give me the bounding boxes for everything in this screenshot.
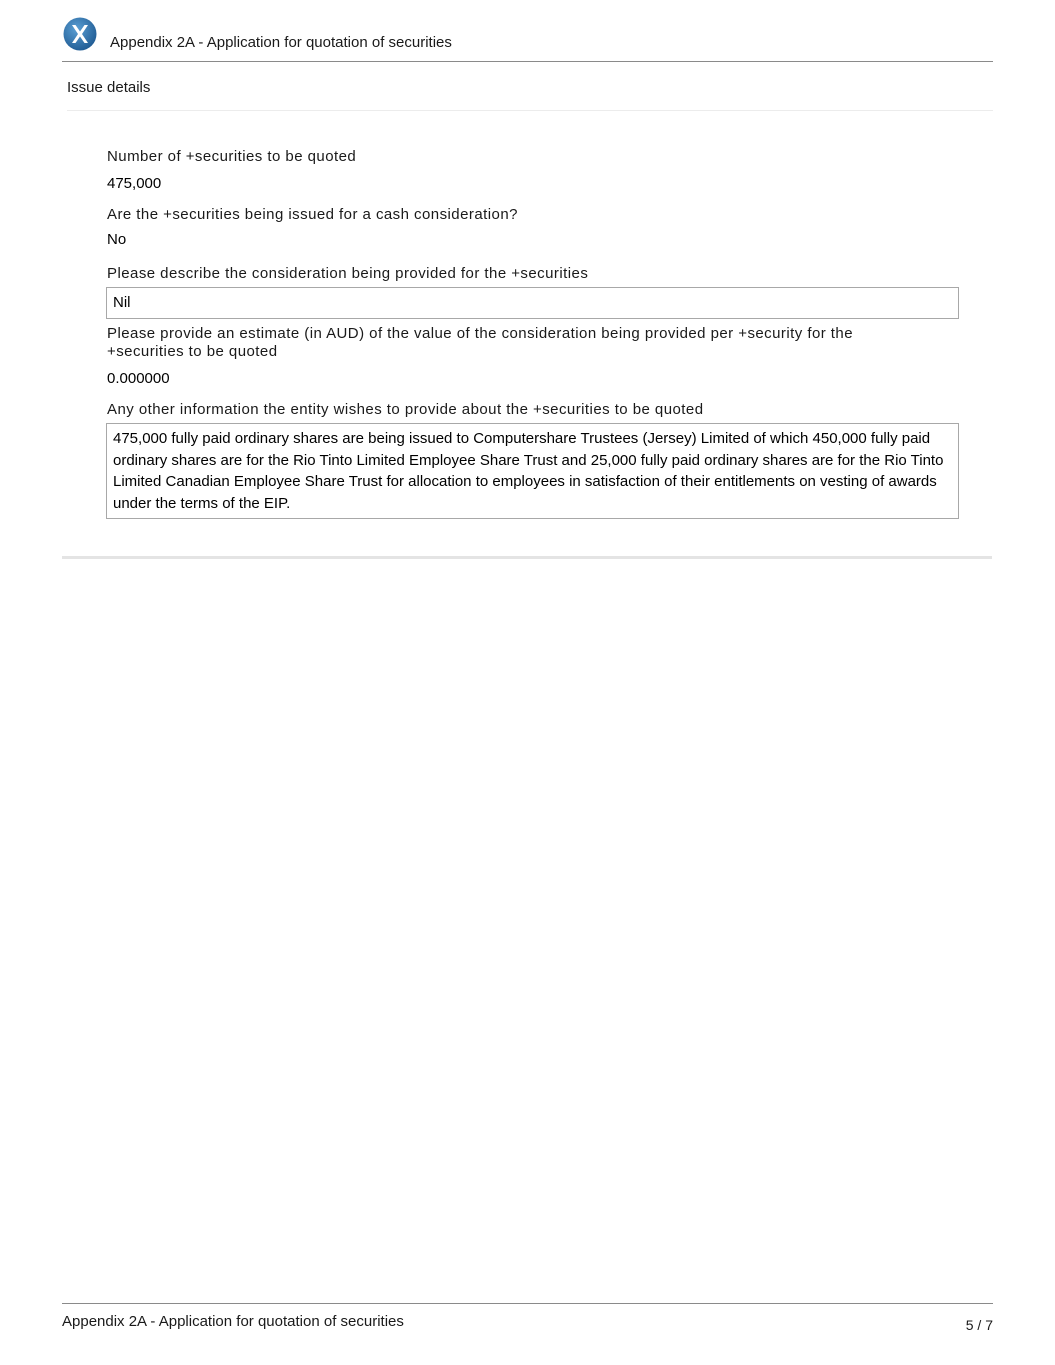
other-information-box: 475,000 fully paid ordinary shares are being issued to Computershare Trustees (Jersey) Limited of which 450,000 fully paid ordinary shares are for the Rio Tinto Limited Employee Share Trust and 25,000 fully paid ordinary shares are for the Rio Tinto Limited Canadian Employee Share Trust for allocation to employees in satisfaction of their entitlements on vesting of awards under the terms of the EIP. (106, 423, 959, 519)
cash-consideration-label: Are the +securities being issued for a cash consideration? (107, 206, 518, 223)
asx-logo-icon (63, 17, 97, 51)
section-end-divider (62, 556, 992, 559)
consideration-estimate-value: 0.000000 (107, 370, 170, 387)
footer-title: Appendix 2A - Application for quotation of securities (62, 1313, 404, 1330)
section-divider (67, 110, 993, 111)
consideration-description-box: Nil (106, 287, 959, 319)
footer-divider (62, 1303, 993, 1304)
other-information-label: Any other information the entity wishes to provide about the +securities to be quoted (107, 401, 704, 418)
consideration-description-label: Please describe the consideration being provided for the +securities (107, 265, 589, 282)
page-number: 5 / 7 (965, 1317, 993, 1333)
page-header-title: Appendix 2A - Application for quotation of securities (110, 34, 452, 51)
consideration-estimate-label: Please provide an estimate (in AUD) of the value of the consideration being provided per +security for the +securities to be quoted (107, 325, 854, 360)
header-divider (62, 61, 993, 62)
number-quoted-label: Number of +securities to be quoted (107, 148, 357, 165)
section-title: Issue details (67, 79, 151, 96)
cash-consideration-value: No (107, 231, 127, 248)
number-quoted-value: 475,000 (107, 175, 162, 192)
